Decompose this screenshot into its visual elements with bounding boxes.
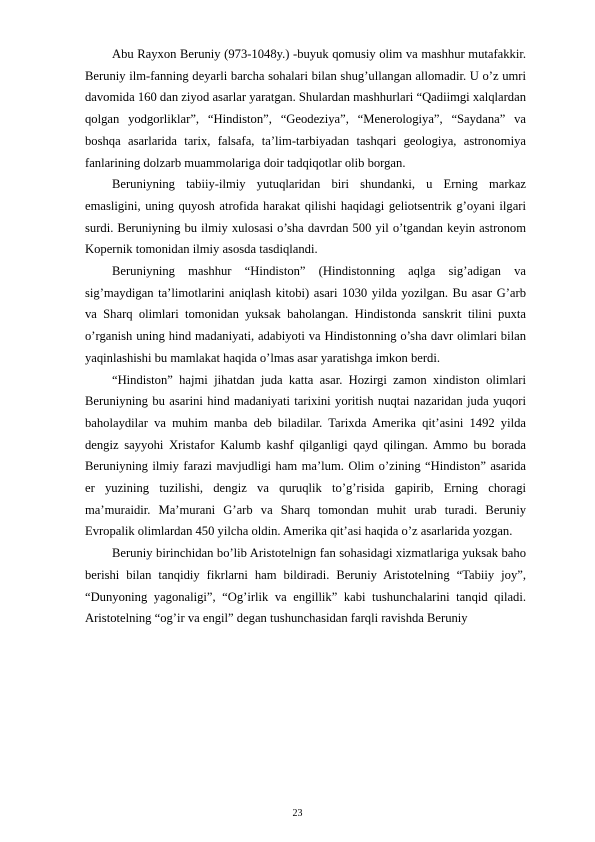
paragraph-2: Beruniyning tabiiy-ilmiy yutuqlaridan biri shundanki, u Erning markaz emasligini, uning quyosh atrofida harakat qilishi haqidagi geliotsentrik g’oyani ilgari surdi. Beruniyning bu ilmiy xulosasi o’sha davrdan 500 yil o’tgandan keyin astronom Kopernik tomonidan ilmiy asosda tasdiqlandi. xyxy=(85,177,526,257)
page-number: 23 xyxy=(292,808,303,819)
body-text xyxy=(85,44,526,630)
paragraph-3: Beruniyning mashhur “Hindiston” (Hindistonning aqlga sig’adigan va sig’maydigan ta’limotlarini aniqlash kitobi) asari 1030 yilda yozilgan. Bu asar G’arb va Sharq olimlari tomonidan yuksak baholangan. Hindistonda sanskrit tilini puxta o’rganish uning hind madaniyati, adabiyoti va Hindistonning o’sha davr olimlari bilan yaqinlashishi bu mamlakat haqida o’lmas asar yaratishga imkon berdi. xyxy=(85,264,526,365)
paragraph-5: Beruniy birinchidan bo’lib Aristotelnign fan sohasidagi xizmatlariga yuksak baho berishi bilan tanqidiy fikrlarni ham bildiradi. Beruniy Aristotelning “Tabiiy joy”, “Dunyoning yagonaligi”, “Og’irlik va engillik” kabi tushunchalarini tanqid qiladi. Aristotelning “og’ir va engil” degan tushunchasidan farqli ravishda Beruniy xyxy=(85,546,526,626)
paragraph-4: “Hindiston” hajmi jihatdan juda katta asar. Hozirgi zamon xindiston olimlari Beruniyning bu asarini hind madaniyati tarixini yoritish nuqtai nazaridan juda yuqori baholaydilar va muhim manba deb biladilar. Tarixda Amerika qit’asini 1492 yilda dengiz sayyohi Xristafor Kalumb kashf qilganligi qayd qilingan. Ammo bu borada Beruniyning ilmiy farazi mavjudligi ham ma’lum. Olim o’zining “Hindiston” asarida er yuzining tuzilishi, dengiz va quruqlik to’g’risida gapirib, Erning choragi ma’muraidir. Ma’murani G’arb va Sharq tomondan muhit urab turadi. Beruniy Evropalik olimlardan 450 yilcha oldin. Amerika qit’asi haqida o’z asarlarida yozgan. xyxy=(85,372,526,539)
paragraph-1: Abu Rayxon Beruniy (973-1048y.) -buyuk qomusiy olim va mashhur mutafakkir. Beruniy ilm-fanning deyarli barcha sohalari bilan shug’ullangan allomadir. U o’z umri davomida 160 dan ziyod asarlar yaratgan. Shulardan mashhurlari “Qadiimgi xalqlardan qolgan yodgorliklar”, “Hindiston”, “Geodeziya”, “Menerologiya”, “Saydana” va boshqa asarlarida tarix, falsafa, ta’lim-tarbiyadan tashqari geologiya, astronomiya fanlarining dolzarb muammolariga doir tadqiqotlar olib borgan. xyxy=(85,47,526,170)
